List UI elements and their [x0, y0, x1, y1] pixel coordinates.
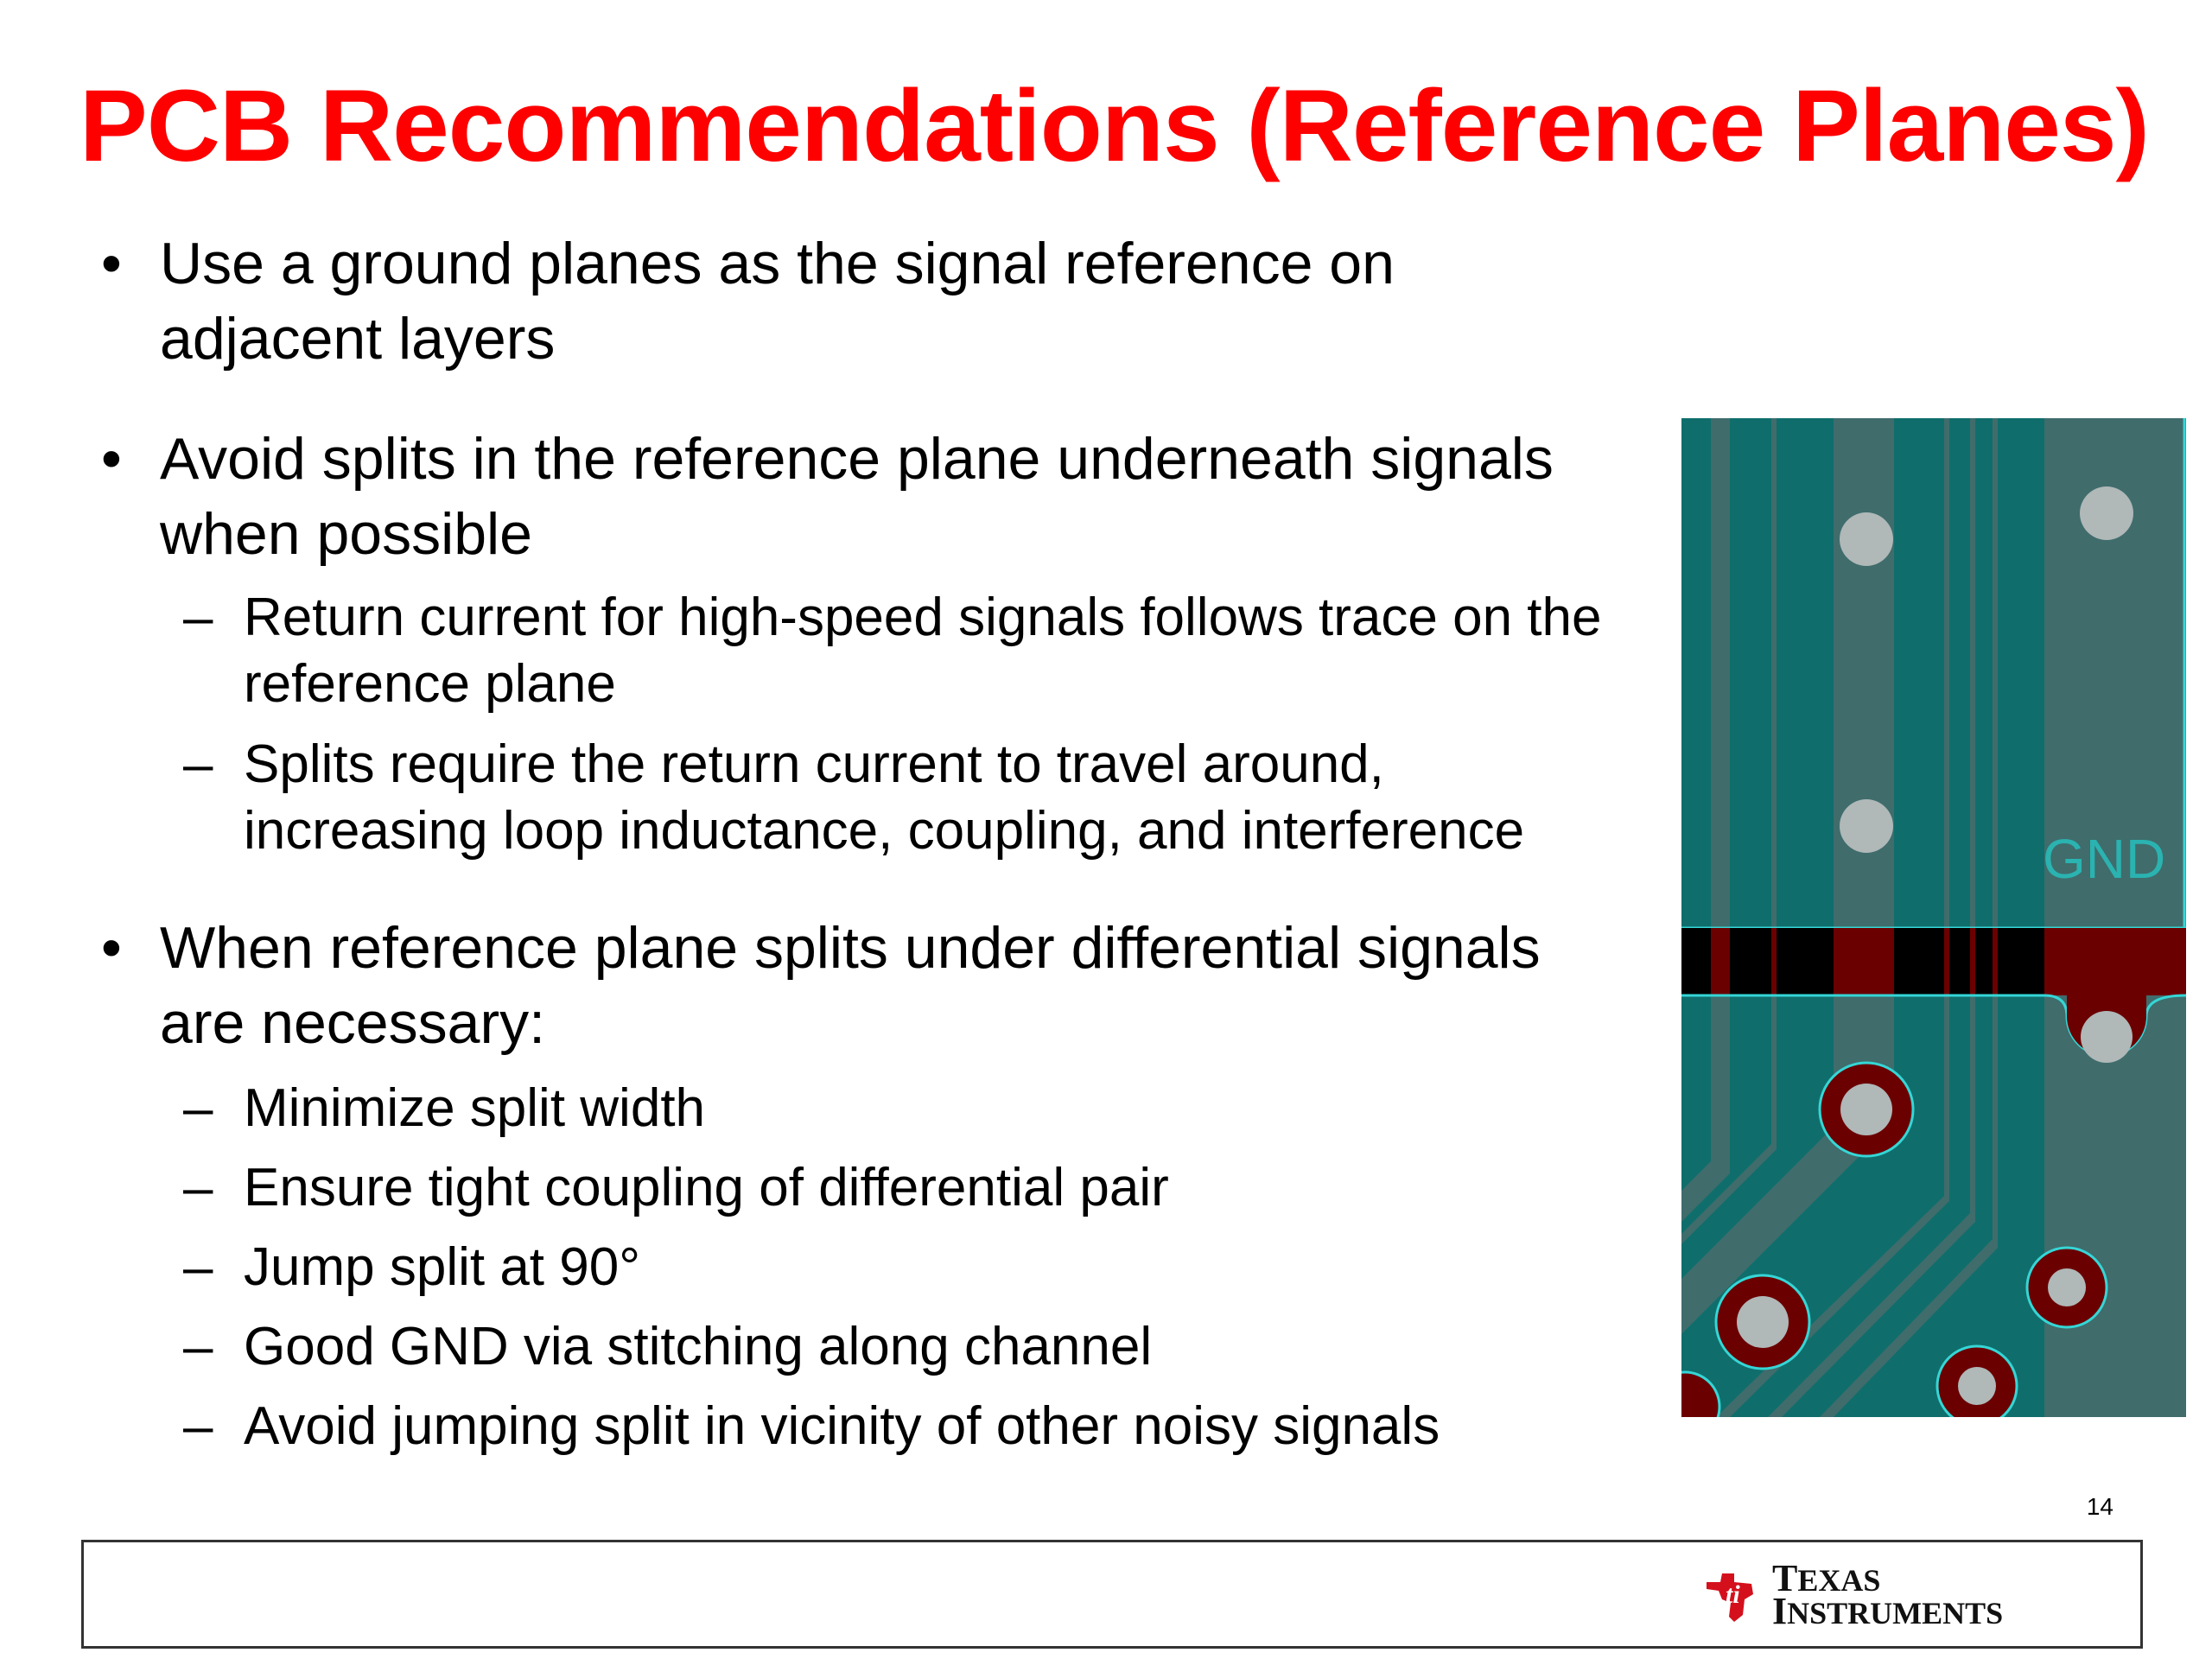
- footer-bar: [81, 1540, 2143, 1649]
- sub-bullet-item: – Splits require the return current to travel around, increasing loop inductance, coupling, and interference: [244, 731, 1713, 864]
- via: [2080, 486, 2133, 540]
- pcb-diagram: [1681, 418, 2186, 1417]
- sub-bullet-item: – Good GND via stitching along channel: [244, 1313, 1713, 1380]
- sub-bullet-item: – Jump split at 90°: [244, 1234, 1713, 1300]
- bullet-item: • Use a ground planes as the signal reference on adjacent layers: [160, 226, 1663, 377]
- slide-title: PCB Recommendations (Reference Planes): [79, 69, 2149, 183]
- bullet-item: • Avoid splits in the reference plane underneath signals when possible: [160, 422, 1663, 572]
- ti-logo-icon: [1700, 1565, 1762, 1627]
- bullet-item: • When reference plane splits under differential signals are necessary:: [160, 911, 1663, 1061]
- gnd-label: GND: [2043, 828, 2166, 890]
- via: [1840, 512, 1893, 566]
- sub-bullet-item: – Return current for high-speed signals follows trace on the reference plane: [244, 584, 1713, 717]
- sub-bullet-item: – Ensure tight coupling of differential pair: [244, 1154, 1713, 1221]
- page-number: 14: [2086, 1493, 2113, 1520]
- sub-bullet-item: – Minimize split width: [244, 1075, 1713, 1141]
- svg-text:ti: ti: [1726, 1580, 1740, 1609]
- pcb-layout-image: [1681, 418, 2186, 1417]
- ti-wordmark: TEXAS INSTRUMENTS: [1772, 1557, 2004, 1632]
- sub-bullet-item: – Avoid jumping split in vicinity of other noisy signals: [244, 1393, 1713, 1459]
- ti-logo: [1700, 1557, 2004, 1632]
- via: [1840, 799, 1893, 853]
